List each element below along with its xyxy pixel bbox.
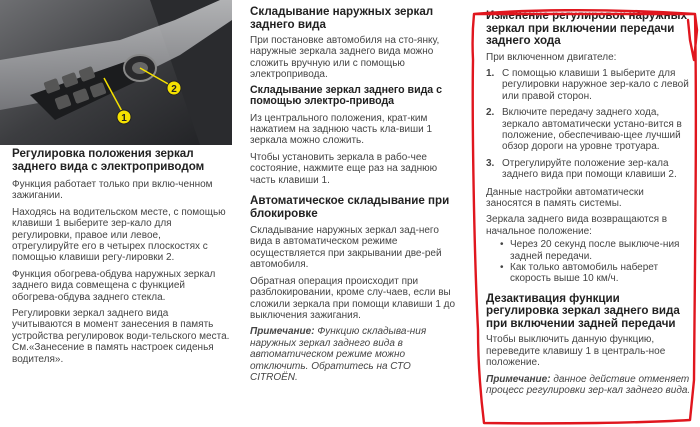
step-text: Отрегулируйте положение зер-кала заднего вида при помощи клавиши 2. (502, 157, 677, 181)
note-label: Примечание: (486, 373, 551, 385)
list-item (486, 68, 692, 102)
step-number: 1. (486, 67, 495, 79)
paragraph: Складывание наружных зеркал зад-него вида в автоматическом режиме осуществляется при закрывании две-рей автомобиля. (250, 225, 442, 271)
list-item: • Как только автомобиль наберет скорость выше 10 км/ч. (486, 262, 692, 285)
list-item: • Через 20 секунд после выключе-ния задней передачи. (486, 239, 692, 262)
paragraph: Чтобы выключить данную функцию, переведите клавишу 1 в централь-ное положение. (486, 334, 666, 369)
callout-1-label: 1 (121, 113, 127, 124)
list-item (486, 107, 692, 153)
intro-text: При включенном двигателе: (486, 51, 617, 63)
paragraph: Функция обогрева-обдува наружных зеркал заднего вида совмещена с функцией обогрева-обдува заднего стекла. (12, 268, 216, 303)
step-number: 3. (486, 157, 495, 169)
section-title-deactivation: Дезактивация функции регулировка зеркал заднего вида при включении задней передачи (486, 291, 680, 330)
paragraph: Из центрального положения, крат-ким нажатием на заднюю часть кла-виши 1 зеркала можно сложить. (250, 112, 433, 147)
paragraph: Обратная операция происходит при разблокировании, кроме слу-чаев, если вы сложили зеркала при помощи клавиши 1 до выключения зажигания. (250, 275, 456, 321)
note (250, 326, 460, 383)
paragraph: Зеркала заднего вида возвращаются в начальное положение: (486, 214, 668, 237)
note-text: данное действие отменяет процесс регулировки зер-кал заднего вида. (486, 373, 691, 396)
note-label: Примечание: (250, 326, 315, 338)
step-number: 2. (486, 107, 495, 119)
step-text: С помощью клавиши 1 выберите для регулировки наружное зер-кало с левой или правой сторон. (502, 67, 689, 102)
list-item (486, 158, 692, 181)
paragraph: Функция работает только при вклю-ченном зажигании. (12, 179, 213, 202)
section-title-mirror-adjust: Регулировка положения зеркал заднего вида с электроприводом (12, 147, 205, 173)
section-title-folding: Складывание наружных зеркал заднего вида (250, 5, 434, 31)
subsection-title-electric-folding: Складывание зеркал заднего вида с помощью электро-привода (250, 83, 443, 108)
section-title-auto-folding: Автоматическое складывание при блокировке (250, 194, 450, 220)
note (486, 374, 692, 397)
door-panel-illustration (0, 0, 232, 145)
paragraph: Находясь на водительском месте, с помощью клавиши 1 выберите зер-кало для регулировки, правое или левое, отрегулируйте его в четырех плоскостях с помощью клавиши регу-лировки 2. (12, 206, 226, 264)
bullet-list (486, 239, 692, 285)
paragraph: Регулировки зеркал заднего вида учитываются в момент занесения в память устройства регулировок води-тельского места. См.«Занесение в память настроек сиденья водителя». (12, 308, 230, 365)
note-text: Функцию складыва-ния наружных зеркал заднего вида в автоматическом режиме можно отключить. Обратитесь на СТО CITROËN. (250, 326, 427, 383)
door-panel-photo (0, 0, 232, 145)
callout-2-label: 2 (171, 84, 177, 95)
section-title-reverse-gear: Изменение регулировок наружных зеркал при включении передачи заднего хода (486, 9, 688, 47)
paragraph: При постановке автомобиля на сто-янку, наружные зеркала заднего вида можно сложить вручную или с помощью электропривода. (250, 35, 440, 81)
paragraph: Данные настройки автоматически заносятся в память системы. (486, 186, 644, 209)
steps-list (486, 68, 692, 181)
step-text: Включите передачу заднего хода, зеркало автоматически устано-вится в положение, обеспечиваю-щее лучший обзор дороги на уровне тротуара. (502, 107, 682, 153)
paragraph: Чтобы установить зеркала в рабо-чее состояние, нажмите еще раз на заднюю часть клавиши 1. (250, 151, 438, 186)
